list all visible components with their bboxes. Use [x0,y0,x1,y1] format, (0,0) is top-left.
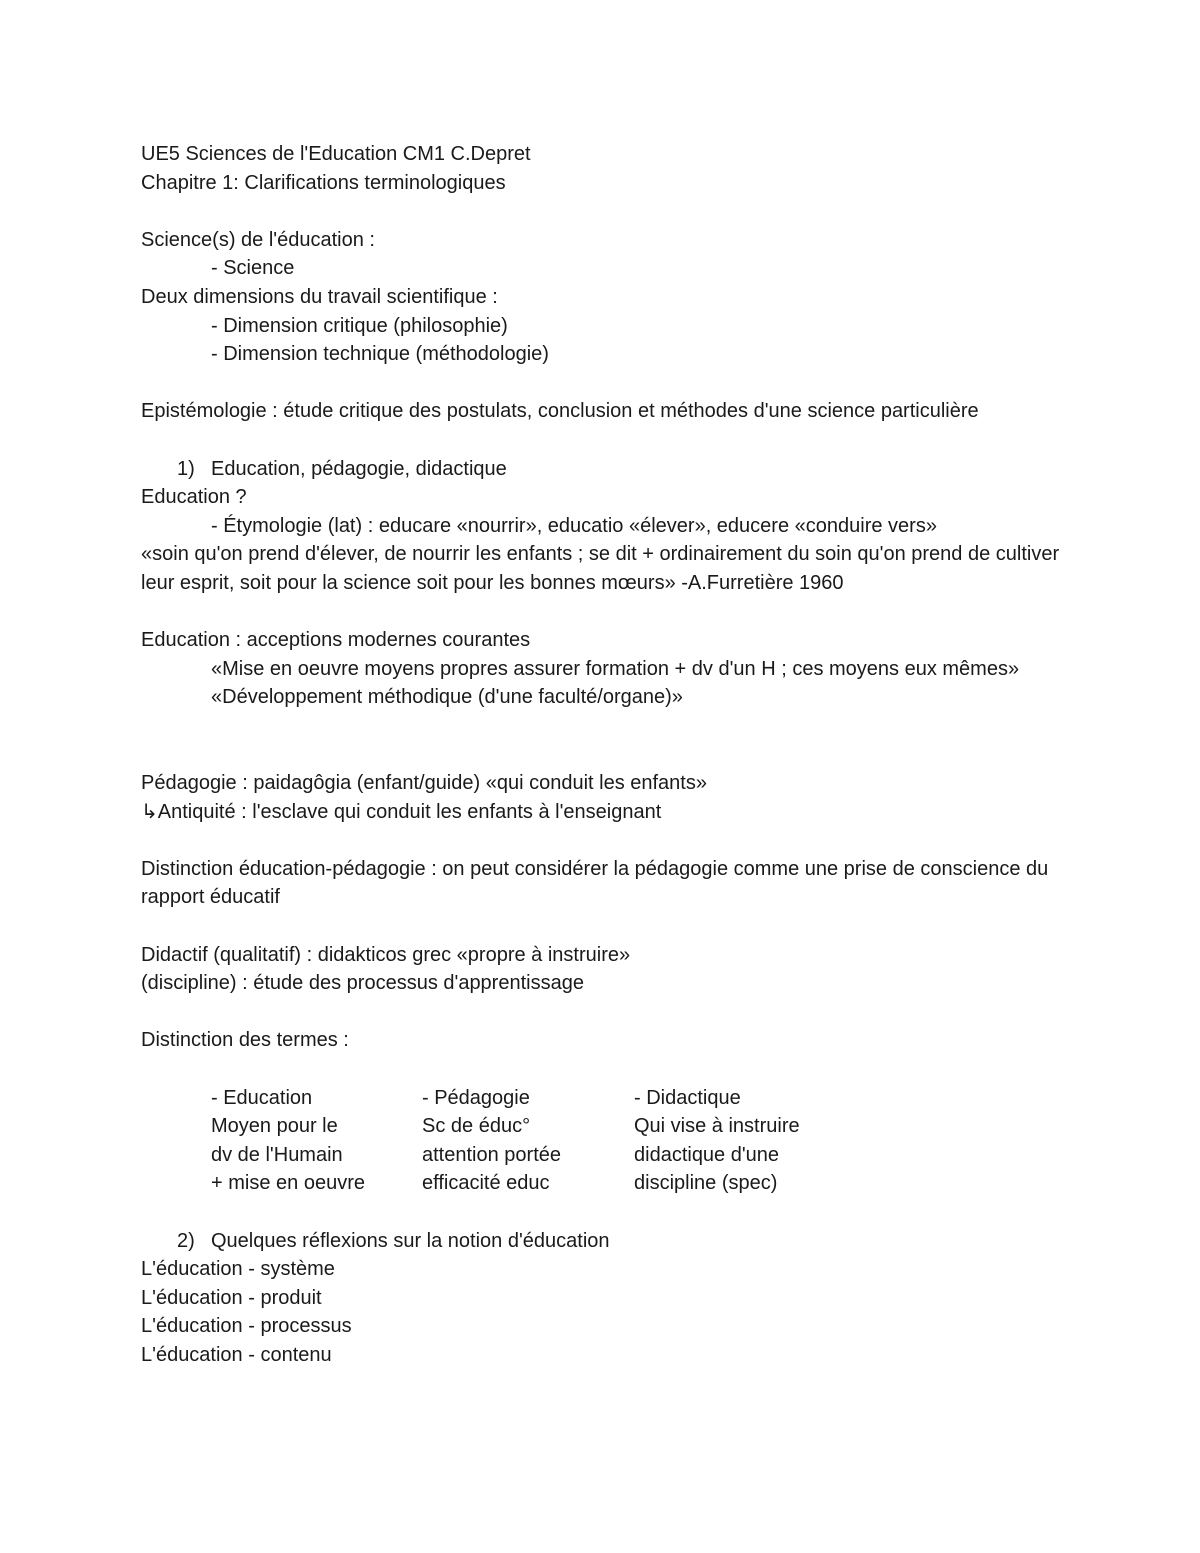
section-number: 2) [177,1229,195,1252]
terms-cell: efficacité educ [422,1172,550,1195]
terms-cell: - Pédagogie [422,1086,530,1109]
spacer [141,369,1071,398]
etymologie-line: - Étymologie (lat) : educare «nourrir», educatio «élever», educere «conduire vers» [211,514,937,537]
didactif-definition: Didactif (qualitatif) : didakticos grec «propre à instruire» [141,943,631,966]
terms-cell: - Education [211,1086,313,1109]
terms-cell: attention portée [422,1143,561,1166]
dimension-item: - Dimension critique (philosophie) [211,314,508,337]
section-title: Education, pédagogie, didactique [211,457,507,480]
spacer [141,998,1071,1027]
spacer [141,426,1071,455]
section-title: Quelques réflexions sur la notion d'éducation [211,1229,610,1252]
pedagogie-definition: Pédagogie : paidagôgia (enfant/guide) «qui conduit les enfants» [141,772,707,795]
chapter-title: Chapitre 1: Clarifications terminologiques [141,171,506,194]
antiquite-note: ↳Antiquité : l'esclave qui conduit les enfants à l'enseignant [141,800,662,823]
terms-cell: dv de l'Humain [211,1143,343,1166]
terms-cell: discipline (spec) [634,1172,778,1195]
spacer [141,1055,1071,1084]
acception-item: «Développement méthodique (d'une faculté/organe)» [211,686,683,709]
terms-cell: Qui vise à instruire [634,1115,800,1138]
terms-cell: - Didactique [634,1086,741,1109]
spacer [141,1198,1071,1227]
education-aspect: L'éducation - produit [141,1286,322,1309]
spacer [141,826,1071,855]
spacer [141,598,1071,627]
sciences-item: - Science [211,257,295,280]
dimensions-heading: Deux dimensions du travail scientifique : [141,285,498,308]
document-page [141,140,1071,1370]
section-2-heading [141,1227,1071,1256]
furretiere-quote: «soin qu'on prend d'élever, de nourrir les enfants ; se dit + ordinairement du soin qu'on prend de cultiver leur esprit, soit pour la science soit pour les bonnes mœurs» -A.Furretière 1960 [141,543,1060,594]
terms-cell: Sc de éduc° [422,1115,531,1138]
epistemologie-definition: Epistémologie : étude critique des postulats, conclusion et méthodes d'une science particulière [141,400,979,423]
discipline-definition: (discipline) : étude des processus d'apprentissage [141,972,584,995]
acceptions-heading: Education : acceptions modernes courantes [141,629,531,652]
education-aspect: L'éducation - processus [141,1315,352,1338]
education-aspect: L'éducation - contenu [141,1343,332,1366]
acception-item: «Mise en oeuvre moyens propres assurer formation + dv d'un H ; ces moyens eux mêmes» [211,657,1020,680]
section-number: 1) [177,457,195,480]
spacer [141,712,1071,769]
document-title: UE5 Sciences de l'Education CM1 C.Depret [141,143,531,165]
sciences-heading: Science(s) de l'éducation : [141,228,375,251]
education-question: Education ? [141,486,247,509]
terms-cell: Moyen pour le [211,1115,338,1138]
spacer [141,912,1071,941]
spacer [141,197,1071,226]
distinction-education-pedagogie: Distinction éducation-pédagogie : on peut considérer la pédagogie comme une prise de conscience du rapport éducatif [141,857,1049,909]
terms-cell: didactique d'une [634,1143,780,1166]
distinction-termes-heading: Distinction des termes : [141,1029,349,1052]
education-aspect: L'éducation - système [141,1258,335,1281]
section-1-heading [141,455,1071,484]
dimension-item: - Dimension technique (méthodologie) [211,343,549,366]
terms-table [141,1084,1071,1198]
terms-cell: + mise en oeuvre [211,1172,365,1195]
